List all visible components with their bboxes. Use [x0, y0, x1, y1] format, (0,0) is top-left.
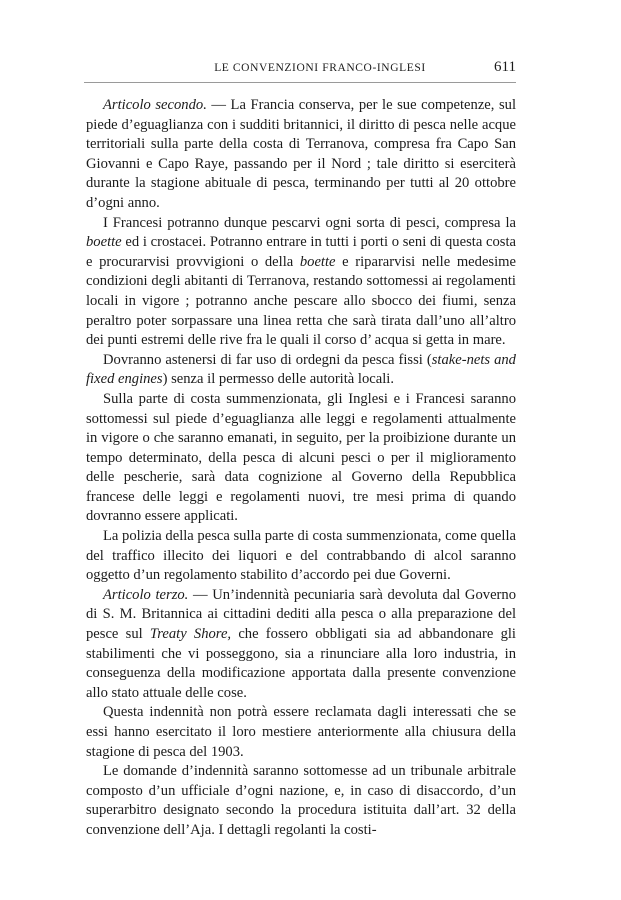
paragraph-text: — La Francia conserva, per le sue competenze, sul piede d’eguaglianza con i sudditi britannici, il diritto di pesca nelle acque territoriali sulla parte della costa di Terranova, compresa fra Capo San Giovanni e Capo Raye, passando per il Nord ; tale diritto si eserciterà durante la stagione abituale di pesca, terminando per tutti al 20 ottobre d’ogni anno.: [86, 97, 517, 211]
paragraph-text: Le domande d’indennità saranno sottomesse ad un tribunale arbitrale composto d’un ufficiale d’ogni nazione, e, in caso di disaccordo, d’un superarbitro designato secondo la procedura istituita dall’art. 32 della convenzione dell’Aja. I dettagli regolanti la costi-: [86, 763, 516, 838]
paragraph-text: che fossero obbligati sia ad abbandonare gli stabilimenti che vi posseggono, sia a rinunciare alla loro industria, in conseguenza della modificazione apportata dalla presente convenzione allo stato attuale delle cose.: [86, 626, 516, 701]
paragraph-text: Sulla parte di costa summenzionata, gli Inglesi e i Francesi saranno sottomessi sul piede d’eguaglianza alle leggi e regolamenti attualmente in vigore o che saranno emanati, in seguito, per la proibizione durante un tempo determinato, della pesca di alcuni pesci o per il miglioramento delle pescherie, sarà data cognizione al Governo della Repubblica francese delle leggi e regolamenti nuovi, tre mesi prima di quando dovranno essere applicati.: [86, 390, 516, 525]
paragraph-tribunal: [86, 762, 516, 840]
italic-term: Treaty Shore,: [149, 626, 232, 643]
italic-term: boette: [299, 253, 336, 270]
paragraph-article-three: [86, 586, 516, 704]
paragraph-indemnity: [86, 703, 516, 762]
paragraph-fishing-rights: [86, 214, 516, 351]
article-heading: Articolo terzo.: [103, 586, 189, 603]
paragraph-regulations: [86, 390, 516, 527]
paragraph-text: Dovranno astenersi di far uso di ordegni da pesca fissi (: [103, 351, 432, 368]
paragraph-police: [86, 527, 516, 586]
paragraph-text: ) senza il permesso delle autorità locali.: [162, 371, 394, 388]
article-heading: Articolo secondo.: [103, 97, 207, 113]
italic-term: stake-nets and fixed engines: [86, 351, 516, 388]
paragraph-article-two: [86, 96, 516, 214]
running-title: LE CONVENZIONI FRANCO-INGLESI: [214, 62, 426, 74]
paragraph-text: e ripararvisi nelle medesime condizioni degli abitanti di Terranova, restando sottomessi ai regolamenti locali in vigore ; potranno anche pescare allo sbocco dei fiumi, senza peraltro poter sorpassare una linea retta che sarà tirata dall’uno all’altro dei punti estremi delle rive fra le quali il corso d’ acqua si getta in mare.: [86, 253, 516, 349]
paragraph-fixed-gear: [86, 351, 516, 390]
paragraph-text: I Francesi potranno dunque pescarvi ogni sorta di pesci, compresa la: [103, 214, 516, 231]
paragraph-text: Questa indennità non potrà essere reclamata dagli interessati che se essi hanno esercitato il loro mestiere anteriormente alla chiusura della stagione di pesca del 1903.: [86, 704, 516, 760]
header-rule: [84, 82, 516, 83]
paragraph-text: ed i crostacei. Potranno entrare in tutti i porti o seni di questa costa e procurarvisi provvigioni o della: [86, 234, 516, 270]
paragraph-text: La polizia della pesca sulla parte di costa summenzionata, come quella del traffico illecito dei liquori e del contrabbando di alcol saranno oggetto d’un regolamento stabilito d’accordo pei due Governi.: [86, 528, 516, 584]
paragraph-text: — Un’indennità pecuniaria sarà devoluta dal Governo di S. M. Britannica ai cittadini dediti alla pesca o alla preparazione del pesce sul: [86, 586, 516, 643]
page-number: 611: [494, 59, 516, 75]
body-text: [86, 96, 516, 841]
page-header: [84, 60, 516, 80]
italic-term: boette: [86, 234, 122, 251]
